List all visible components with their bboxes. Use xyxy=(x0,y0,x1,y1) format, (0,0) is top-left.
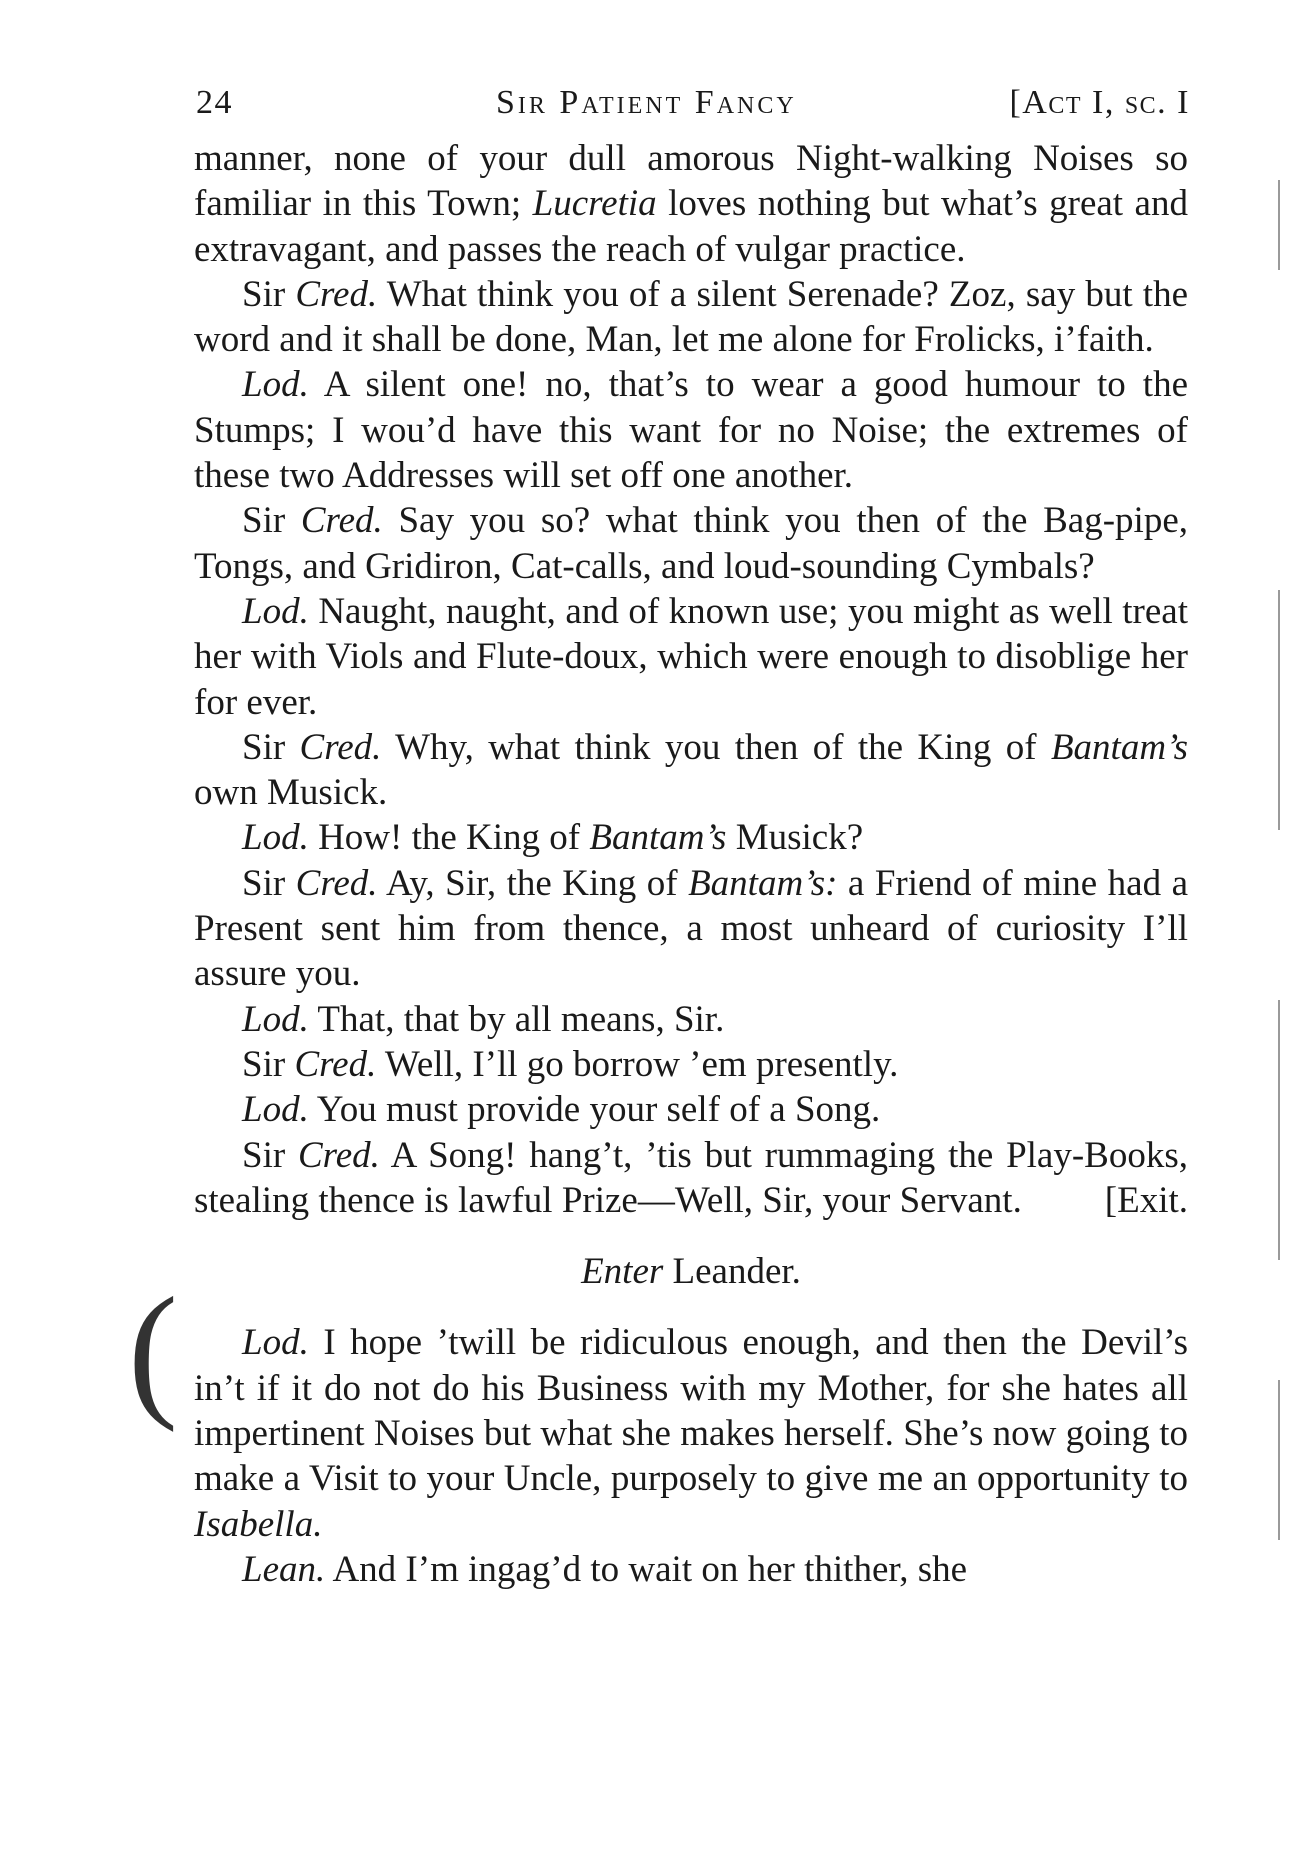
italic-text-run: Bantam’s: xyxy=(688,862,838,904)
italic-text-run: Lod. xyxy=(242,998,309,1040)
dialogue-paragraph xyxy=(194,725,1188,816)
running-header xyxy=(196,84,1190,132)
dialogue-paragraph xyxy=(194,1547,1188,1592)
italic-text-run: Lod. xyxy=(242,364,309,406)
italic-text-run: Cred. xyxy=(294,1043,377,1085)
dialogue-paragraph xyxy=(194,362,1188,498)
italic-text-run: Bantam’s xyxy=(1050,726,1188,768)
scan-mark xyxy=(1278,590,1280,830)
text-run: Well, I’ll go borrow ’em presently. xyxy=(376,1043,899,1085)
italic-text-run: Lod. xyxy=(242,817,309,859)
dialogue-paragraph xyxy=(194,1320,1188,1546)
dialogue-paragraph xyxy=(194,861,1188,997)
text-run: Sir xyxy=(242,726,300,768)
running-title: Sir Patient Fancy xyxy=(496,84,797,121)
text-run: I hope ’twill be ridiculous enough, and then the Devil’s in’t if it do not do his Business with my Mother, for she hates all impertinent Noises but what she makes herself. She’s now going to make a Visit to your Uncle, purposely to give me an opportunity to xyxy=(194,1322,1188,1500)
text-run: Musick? xyxy=(726,817,864,859)
dialogue-paragraph xyxy=(194,589,1188,725)
dialogue-before-entrance xyxy=(194,136,1188,1223)
scan-mark xyxy=(1278,180,1280,270)
scan-mark xyxy=(1278,1000,1280,1260)
text-run: A silent one! no, that’s to wear a good humour to the Stumps; I wou’d have this want for no Noise; the extremes of these two Addresses will set off one another. xyxy=(194,364,1188,497)
italic-text-run: Lucretia xyxy=(532,183,657,225)
text-run: Sir xyxy=(242,1134,298,1176)
dialogue-paragraph xyxy=(194,997,1188,1042)
italic-text-run: Bantam’s xyxy=(589,817,727,859)
margin-scan-marks xyxy=(1270,180,1290,1830)
act-scene-label: [Act I, sc. I xyxy=(1009,84,1190,121)
italic-text-run: Lod. xyxy=(242,1089,309,1131)
entrance-character: Leander. xyxy=(672,1251,801,1293)
text-run: Why, what think you then of the King of xyxy=(381,726,1051,768)
italic-text-run: Cred. xyxy=(299,726,382,768)
text-run: A Song! hang’t, ’tis but rummaging the Play-Books, stealing thence is lawful Prize—Well, Sir, your Servant. xyxy=(194,1134,1188,1221)
text-run: loves nothing but what’s great and extravagant, and passes the reach of vulgar practice. xyxy=(194,183,1188,270)
text-run: own Musick. xyxy=(194,772,388,814)
text-run: Naught, naught, and of known use; you might as well treat her with Viols and Flute-doux, which were enough to disoblige her for ever. xyxy=(194,590,1188,723)
italic-text-run: Cred. xyxy=(295,862,378,904)
page-number: 24 xyxy=(196,84,233,121)
scan-mark xyxy=(1278,1380,1280,1540)
text-run: Sir xyxy=(242,1043,295,1085)
text-run: Ay, Sir, the King of xyxy=(377,862,689,904)
text-run: Say you so? what think you then of the Bag-pipe, Tongs, and Gridiron, Cat-calls, and loud-sounding Cymbals? xyxy=(194,500,1189,587)
dialogue-paragraph xyxy=(194,815,1188,860)
dialogue-paragraph xyxy=(194,498,1188,589)
italic-text-run: Lod. xyxy=(242,590,309,632)
play-text xyxy=(194,136,1188,1592)
dialogue-after-entrance xyxy=(194,1320,1188,1592)
text-run: Sir xyxy=(242,500,301,542)
text-run: You must provide your self of a Song. xyxy=(308,1089,881,1131)
entrance-verb: Enter xyxy=(581,1251,664,1293)
italic-text-run: Cred. xyxy=(295,273,378,315)
margin-bracket: ( xyxy=(128,1267,178,1433)
text-run: Sir xyxy=(242,273,296,315)
italic-text-run: Cred. xyxy=(297,1134,380,1176)
entrance-stage-direction xyxy=(194,1249,1188,1294)
dialogue-paragraph xyxy=(194,136,1188,272)
text-run: And I’m ingag’d to wait on her thither, she xyxy=(325,1548,968,1590)
italic-text-run: Lod. xyxy=(242,1322,309,1364)
dialogue-paragraph xyxy=(194,272,1188,363)
text-run: That, that by all means, Sir. xyxy=(308,998,725,1040)
text-run: Sir xyxy=(242,862,296,904)
text-run: a Friend of mine had a Present sent him from thence, a most unheard of curiosity I’ll assure you. xyxy=(194,862,1189,995)
text-run: How! the King of xyxy=(308,817,590,859)
italic-text-run: Lean. xyxy=(242,1548,326,1590)
italic-text-run: Cred. xyxy=(300,500,383,542)
dialogue-paragraph xyxy=(194,1042,1188,1087)
exit-stage-direction: [Exit. xyxy=(1104,1179,1188,1221)
italic-text-run: Isabella. xyxy=(194,1503,323,1545)
text-run: What think you of a silent Serenade? Zoz, say but the word and it shall be done, Man, let me alone for Frolicks, i’faith. xyxy=(194,273,1188,361)
dialogue-paragraph xyxy=(194,1087,1188,1132)
text-run: manner, none of your dull amorous Night-walking Noises so familiar in this Town; xyxy=(194,138,1188,225)
